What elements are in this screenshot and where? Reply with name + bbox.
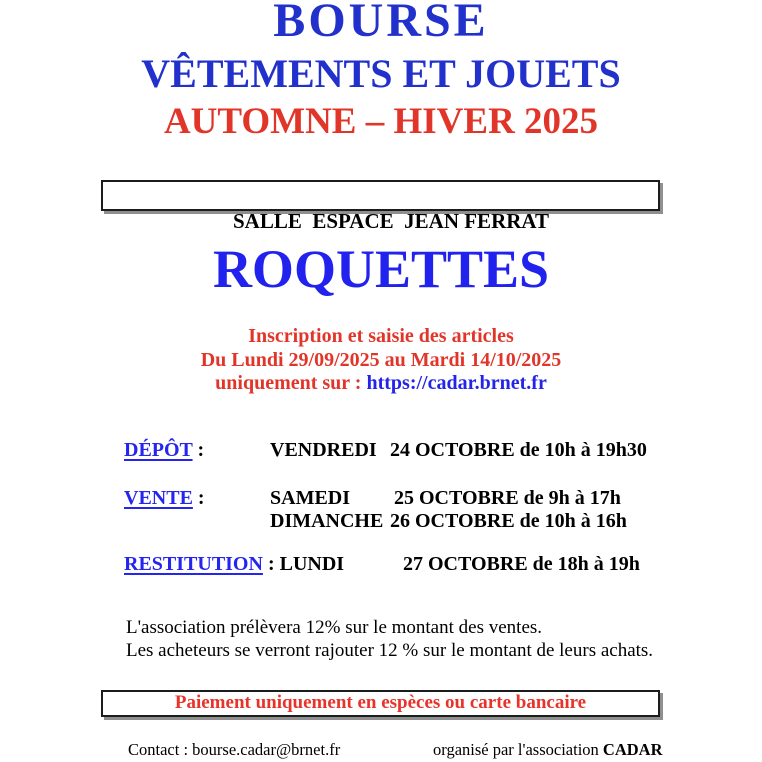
schedule-row-restitution xyxy=(124,553,684,576)
vente-label: VENTE xyxy=(124,487,193,509)
registration-url-line xyxy=(0,372,762,396)
venue-box xyxy=(101,180,660,233)
depot-time: 24 OCTOBRE de 10h à 19h30 xyxy=(390,439,647,461)
depot-label-cell xyxy=(124,439,270,462)
vente-label-cell xyxy=(124,487,270,510)
vente-colon: : xyxy=(192,487,205,509)
registration-info xyxy=(0,325,762,396)
depot-label: DÉPÔT xyxy=(124,439,193,461)
registration-url-link[interactable]: https://cadar.brnet.fr xyxy=(366,372,547,394)
venue-name: SALLE ESPACE JEAN FERRAT xyxy=(232,209,550,233)
depot-colon: : xyxy=(192,439,205,461)
vente-day2: DIMANCHE xyxy=(270,510,384,532)
restitution-day: LUNDI xyxy=(279,553,345,575)
vente-time1: 25 OCTOBRE de 9h à 17h xyxy=(394,487,621,509)
depot-day: VENDREDI xyxy=(270,439,377,461)
organizer-text xyxy=(433,741,663,759)
schedule-row-vente-1 xyxy=(124,487,684,510)
title-vetements-jouets: VÊTEMENTS ET JOUETS xyxy=(141,51,621,96)
fees-line2: Les acheteurs se verront rajouter 12 % sur le montant de leurs achats. xyxy=(126,640,654,661)
title-season: AUTOMNE – HIVER 2025 xyxy=(163,101,599,142)
restitution-colon: : xyxy=(262,553,280,575)
schedule-row-depot xyxy=(124,439,684,462)
city-name: ROQUETTES xyxy=(212,239,550,299)
schedule-row-vente-2 xyxy=(124,510,684,533)
restitution-time: 27 OCTOBRE de 18h à 19h xyxy=(403,553,640,575)
registration-line1: Inscription et saisie des articles xyxy=(248,325,514,347)
vente-day1: SAMEDI xyxy=(270,487,351,509)
fees-text xyxy=(126,616,726,662)
vente-time2: 26 OCTOBRE de 10h à 16h xyxy=(390,510,627,532)
payment-notice: Paiement uniquement en espèces ou carte bancaire xyxy=(174,692,587,713)
registration-url-prefix: uniquement sur : xyxy=(215,372,367,394)
fees-line1: L'association prélèvera 12% sur le montant des ventes. xyxy=(126,617,543,638)
contact-email[interactable]: Contact : bourse.cadar@brnet.fr xyxy=(128,740,341,759)
organizer-prefix: organisé par l'association xyxy=(433,740,603,759)
title-bourse: BOURSE xyxy=(273,0,489,47)
organizer-name: CADAR xyxy=(602,740,663,759)
restitution-label-cell xyxy=(124,553,403,576)
payment-box xyxy=(101,690,660,717)
restitution-label: RESTITUTION xyxy=(124,553,263,575)
registration-dates: Du Lundi 29/09/2025 au Mardi 14/10/2025 xyxy=(200,348,562,371)
